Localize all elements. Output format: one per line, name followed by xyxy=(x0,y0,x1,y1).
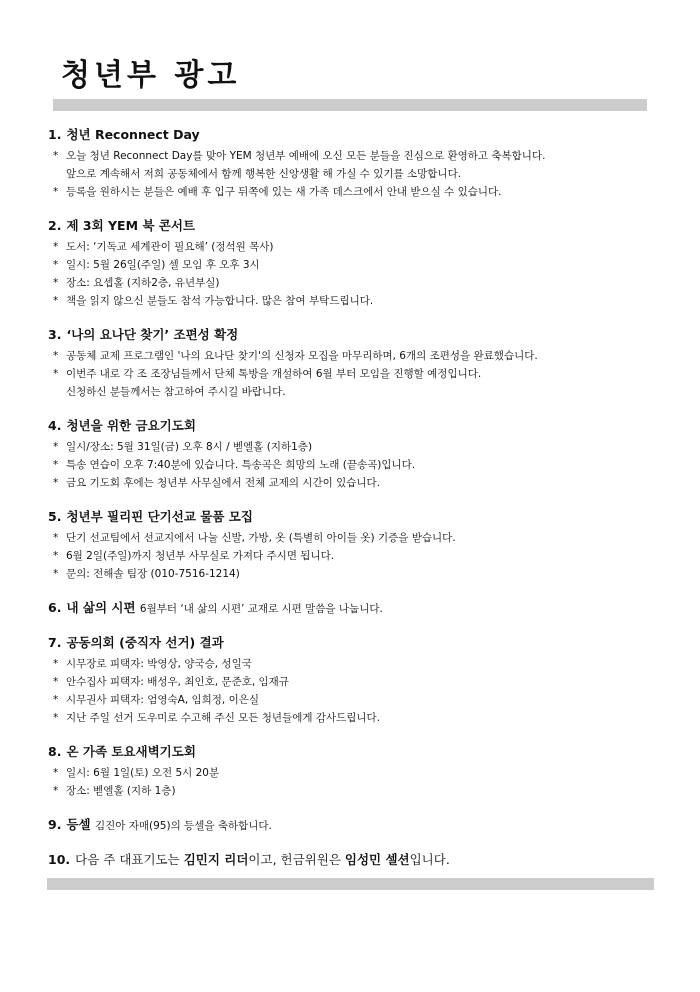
bullet-icon: * xyxy=(53,785,59,797)
item-text: 일시/장소: 5월 31일(금) 오후 8시 / 벧엘홀 (지하1층) xyxy=(66,441,313,453)
list-item xyxy=(48,547,658,565)
item-text-continued: 신청하신 분들께서는 참고하여 주시길 바랍니다. xyxy=(66,386,286,398)
section-description: 6월부터 ‘내 삶의 시편’ 교재로 시편 말씀을 나눕니다. xyxy=(139,603,383,615)
item-text: 공동체 교제 프로그램인 '나의 요나단 찾기'의 신청자 모집을 마무리하며, 6개의 조편성을 완료했습니다. xyxy=(66,350,538,362)
page-title: 청년부 광고 xyxy=(61,58,241,93)
list-item xyxy=(48,438,658,456)
section-number: 9. xyxy=(48,817,62,832)
list-item xyxy=(48,183,658,201)
section-text: 다음 주 대표기도는 xyxy=(75,852,184,867)
section-number: 1. xyxy=(48,127,62,142)
section-number: 10. xyxy=(48,852,71,867)
section-title: 등셀 xyxy=(66,817,91,832)
item-text: 문의: 전해솔 팀장 (010-7516-1214) xyxy=(66,568,240,580)
bullet-icon: * xyxy=(53,441,59,453)
bullet-icon: * xyxy=(53,712,59,724)
section-2 xyxy=(48,217,658,310)
section-heading xyxy=(48,743,658,761)
list-item xyxy=(48,529,658,547)
list-item xyxy=(48,709,658,727)
section-9 xyxy=(48,816,658,835)
section-number: 7. xyxy=(48,635,62,650)
section-heading xyxy=(48,508,658,526)
section-1 xyxy=(48,126,658,201)
item-text: 시무장로 피택자: 박영상, 양국승, 성일국 xyxy=(66,658,252,670)
section-heading xyxy=(48,126,658,144)
item-text: 금요 기도회 후에는 청년부 사무실에서 전체 교제의 시간이 있습니다. xyxy=(66,477,381,489)
item-text: 일시: 6월 1일(토) 오전 5시 20분 xyxy=(66,767,220,779)
section-heading xyxy=(48,851,658,869)
item-text: 책을 읽지 않으신 분들도 참석 가능합니다. 많은 참여 부탁드립니다. xyxy=(66,295,374,307)
list-item xyxy=(48,456,658,474)
item-text: 등록을 원하시는 분들은 예배 후 입구 뒤쪽에 있는 새 가족 데스크에서 안내 받으실 수 있습니다. xyxy=(66,186,502,198)
list-item xyxy=(48,256,658,274)
section-text: 입니다. xyxy=(409,852,450,867)
item-text: 안수집사 피택자: 배성우, 최인호, 문준호, 임재규 xyxy=(66,676,289,688)
item-text-continued: 앞으로 계속해서 저희 공동체에서 함께 행복한 신앙생활 해 가실 수 있기를 소망합니다. xyxy=(66,168,462,180)
list-item xyxy=(48,365,658,401)
item-text: 일시: 5월 26일(주일) 셀 모임 후 오후 3시 xyxy=(66,259,260,271)
section-heading xyxy=(48,634,658,652)
section-heading xyxy=(48,417,658,435)
prayer-leader: 김민지 리더 xyxy=(183,852,249,867)
bullet-icon: * xyxy=(53,295,59,307)
item-text: 지난 주일 선거 도우미로 수고해 주신 모든 청년들에게 감사드립니다. xyxy=(66,712,381,724)
list-item xyxy=(48,764,658,782)
section-10 xyxy=(48,851,658,869)
top-divider xyxy=(53,99,647,111)
section-title: ‘나의 요나단 찾기’ 조편성 확정 xyxy=(66,327,239,342)
item-text: 장소: 요셉홀 (지하2층, 유년부실) xyxy=(66,277,220,289)
list-item xyxy=(48,147,658,183)
bullet-icon: * xyxy=(53,658,59,670)
section-description: 김진아 자매(95)의 등셀을 축하합니다. xyxy=(94,820,272,832)
section-title: 공동의회 (중직자 선거) 결과 xyxy=(66,635,224,650)
bullet-icon: * xyxy=(53,459,59,471)
item-text: 도서: ‘기독교 세계관이 필요해’ (정석원 목사) xyxy=(66,241,274,253)
bullet-icon: * xyxy=(53,568,59,580)
bullet-icon: * xyxy=(53,532,59,544)
section-number: 3. xyxy=(48,327,62,342)
bullet-icon: * xyxy=(53,259,59,271)
section-6 xyxy=(48,599,658,618)
bullet-icon: * xyxy=(53,767,59,779)
section-title: 제 3회 YEM 북 콘서트 xyxy=(66,218,196,233)
bullet-icon: * xyxy=(53,676,59,688)
list-item xyxy=(48,238,658,256)
item-text: 시무권사 피택자: 엄영숙A, 임희정, 이은실 xyxy=(66,694,260,706)
list-item xyxy=(48,292,658,310)
section-heading xyxy=(48,599,658,618)
list-item xyxy=(48,347,658,365)
list-item xyxy=(48,474,658,492)
item-text: 특송 연습이 오후 7:40분에 있습니다. 특송곡은 희망의 노래 (끝송곡)입니다. xyxy=(66,459,416,471)
section-heading xyxy=(48,816,658,835)
section-heading xyxy=(48,217,658,235)
bullet-icon: * xyxy=(53,368,59,380)
section-title: 내 삶의 시편 xyxy=(66,600,136,615)
list-item xyxy=(48,691,658,709)
section-text: 이고, 헌금위원은 xyxy=(248,852,345,867)
section-3 xyxy=(48,326,658,401)
bottom-divider xyxy=(47,878,654,890)
section-5 xyxy=(48,508,658,583)
bullet-icon: * xyxy=(53,350,59,362)
bullet-icon: * xyxy=(53,241,59,253)
item-text: 6월 2일(주일)까지 청년부 사무실로 가져다 주시면 됩니다. xyxy=(66,550,335,562)
list-item xyxy=(48,274,658,292)
section-heading xyxy=(48,326,658,344)
section-title: 온 가족 토요새벽기도회 xyxy=(66,744,196,759)
announcement-list xyxy=(48,126,658,869)
bullet-icon: * xyxy=(53,477,59,489)
list-item xyxy=(48,782,658,800)
offering-member: 임성민 셀션 xyxy=(344,852,410,867)
item-text: 장소: 벧엘홀 (지하 1층) xyxy=(66,785,176,797)
section-4 xyxy=(48,417,658,492)
bullet-icon: * xyxy=(53,550,59,562)
list-item xyxy=(48,673,658,691)
bullet-icon: * xyxy=(53,277,59,289)
bullet-icon: * xyxy=(53,694,59,706)
item-text: 이번주 내로 각 조 조장님들께서 단체 톡방을 개설하여 6월 부터 모임을 진행할 예정입니다. xyxy=(66,368,482,380)
bullet-icon: * xyxy=(53,186,59,198)
section-number: 5. xyxy=(48,509,62,524)
item-text: 오늘 청년 Reconnect Day를 맞아 YEM 청년부 예배에 오신 모든 분들을 진심으로 환영하고 축복합니다. xyxy=(66,150,546,162)
section-7 xyxy=(48,634,658,727)
section-number: 6. xyxy=(48,600,62,615)
section-8 xyxy=(48,743,658,800)
section-title: 청년을 위한 금요기도회 xyxy=(66,418,196,433)
section-title: 청년 Reconnect Day xyxy=(66,127,200,142)
bullet-icon: * xyxy=(53,150,59,162)
section-number: 8. xyxy=(48,744,62,759)
section-number: 4. xyxy=(48,418,62,433)
list-item xyxy=(48,565,658,583)
list-item xyxy=(48,655,658,673)
item-text: 단기 선교팀에서 선교지에서 나눌 신발, 가방, 옷 (특별히 아이들 옷) 기증을 받습니다. xyxy=(66,532,456,544)
section-title: 청년부 필리핀 단기선교 물품 모집 xyxy=(66,509,253,524)
section-number: 2. xyxy=(48,218,62,233)
